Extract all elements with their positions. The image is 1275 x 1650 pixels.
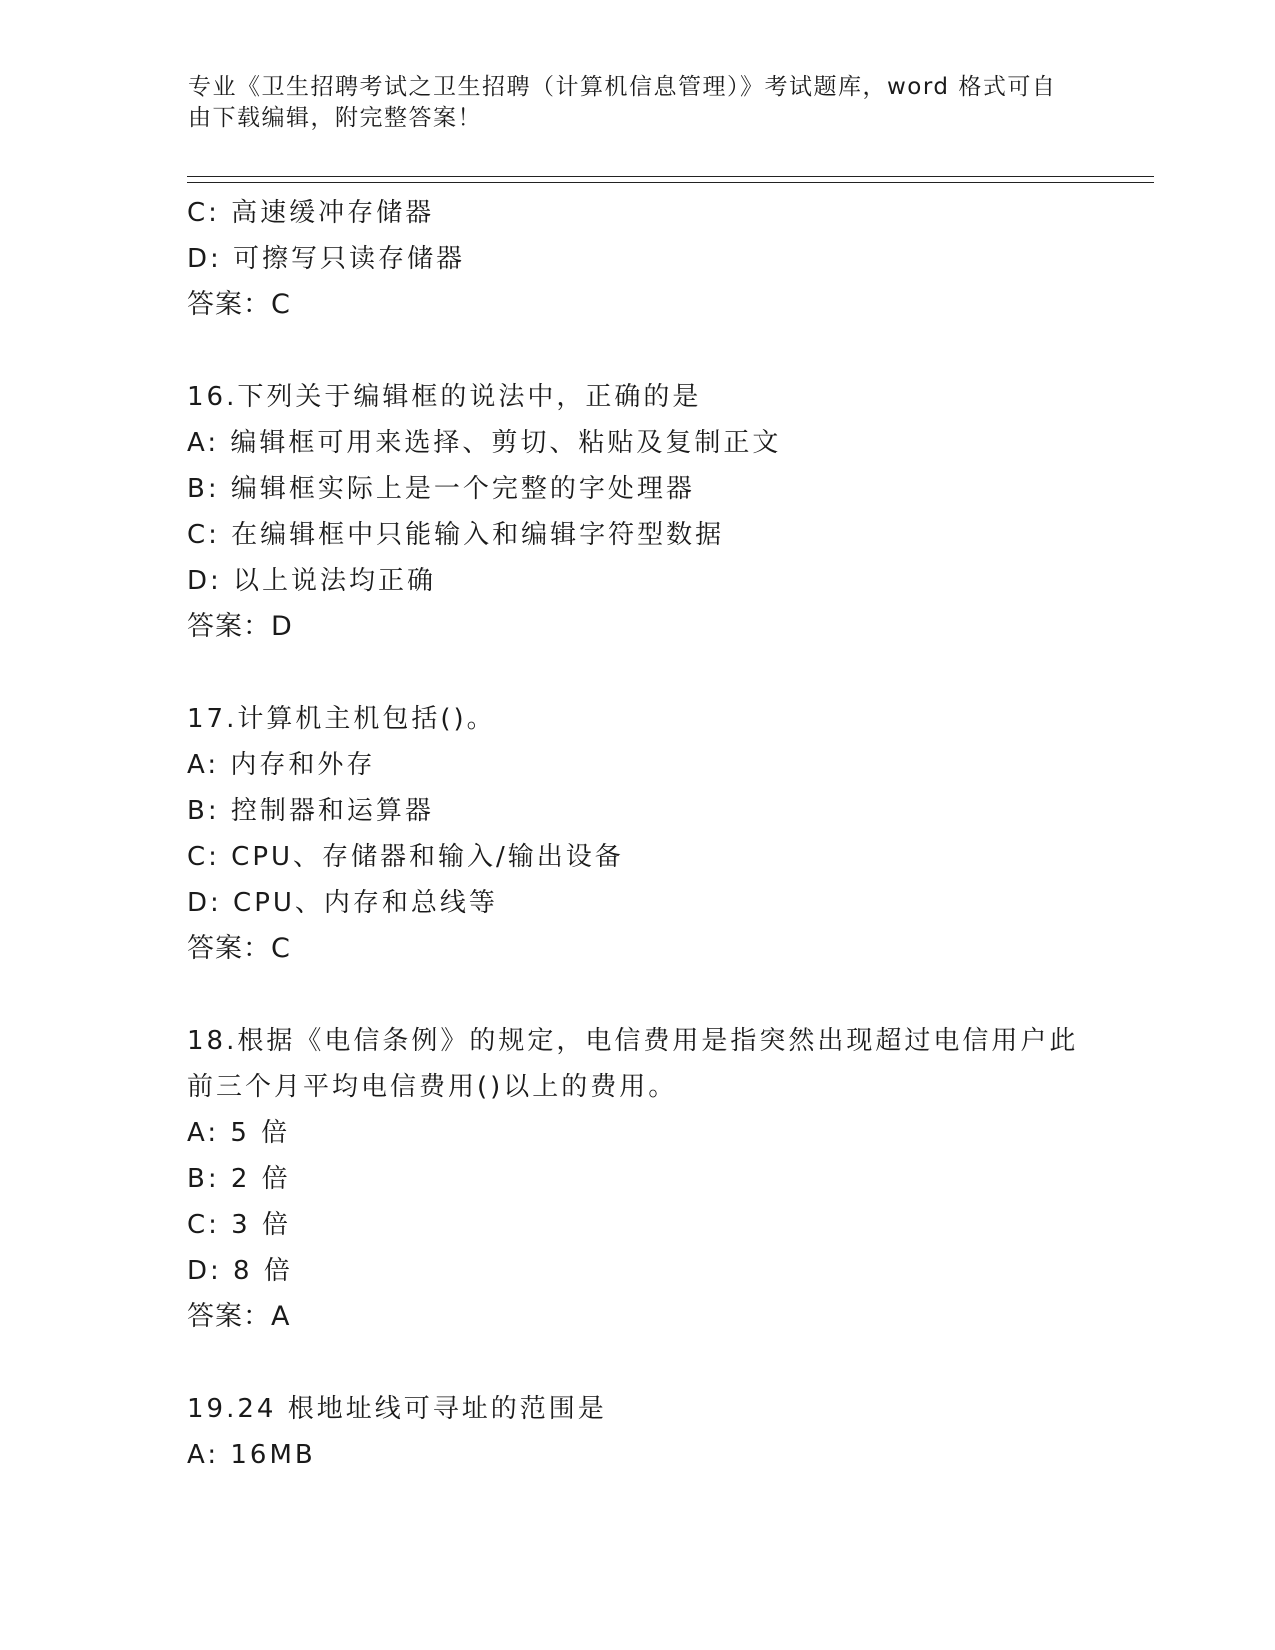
header-line-1: 专业《卫生招聘考试之卫生招聘（计算机信息管理）》考试题库，word 格式可自 (188, 74, 1057, 100)
option-a: A: 编辑框可用来选择、剪切、粘贴及复制正文 (187, 428, 782, 458)
option-c: C: 3 倍 (187, 1210, 291, 1240)
option-d: D: 可擦写只读存储器 (187, 244, 466, 274)
question-stem: 17.计算机主机包括()。 (187, 704, 496, 734)
option-d: D: CPU、内存和总线等 (187, 888, 498, 918)
option-d: D: 8 倍 (187, 1256, 293, 1286)
option-a: A: 5 倍 (187, 1118, 291, 1148)
option-d: D: 以上说法均正确 (187, 566, 437, 596)
question-15 (187, 190, 1087, 328)
question-16 (187, 374, 1087, 650)
spacer (187, 1340, 1087, 1386)
option-b: B: 2 倍 (187, 1164, 291, 1194)
option-a: A: 内存和外存 (187, 750, 376, 780)
question-stem: 16.下列关于编辑框的说法中，正确的是 (187, 382, 702, 412)
answer: 答案：A (187, 1301, 291, 1332)
answer: 答案：C (187, 289, 291, 320)
option-b: B: 控制器和运算器 (187, 796, 434, 826)
option-c: C: 在编辑框中只能输入和编辑字符型数据 (187, 520, 725, 550)
answer: 答案：C (187, 933, 291, 964)
header-divider-top (187, 176, 1154, 177)
document-header (188, 72, 1068, 134)
spacer (187, 328, 1087, 374)
answer: 答案：D (187, 611, 293, 642)
question-stem-line-1: 18.根据《电信条例》的规定，电信费用是指突然出现超过电信用户此 (187, 1026, 1079, 1056)
question-list (187, 190, 1087, 1478)
question-stem: 19.24 根地址线可寻址的范围是 (187, 1394, 607, 1424)
question-19 (187, 1386, 1087, 1478)
header-line-2: 由下载编辑，附完整答案！ (188, 105, 482, 131)
question-stem-line-2: 前三个月平均电信费用()以上的费用。 (187, 1072, 678, 1102)
option-b: B: 编辑框实际上是一个完整的字处理器 (187, 474, 695, 504)
question-17 (187, 696, 1087, 972)
option-c: C: CPU、存储器和输入/输出设备 (187, 842, 624, 872)
option-a: A: 16MB (187, 1440, 316, 1470)
header-divider-bottom (187, 182, 1154, 183)
question-18 (187, 1018, 1087, 1340)
spacer (187, 650, 1087, 696)
option-c: C: 高速缓冲存储器 (187, 198, 435, 228)
spacer (187, 972, 1087, 1018)
